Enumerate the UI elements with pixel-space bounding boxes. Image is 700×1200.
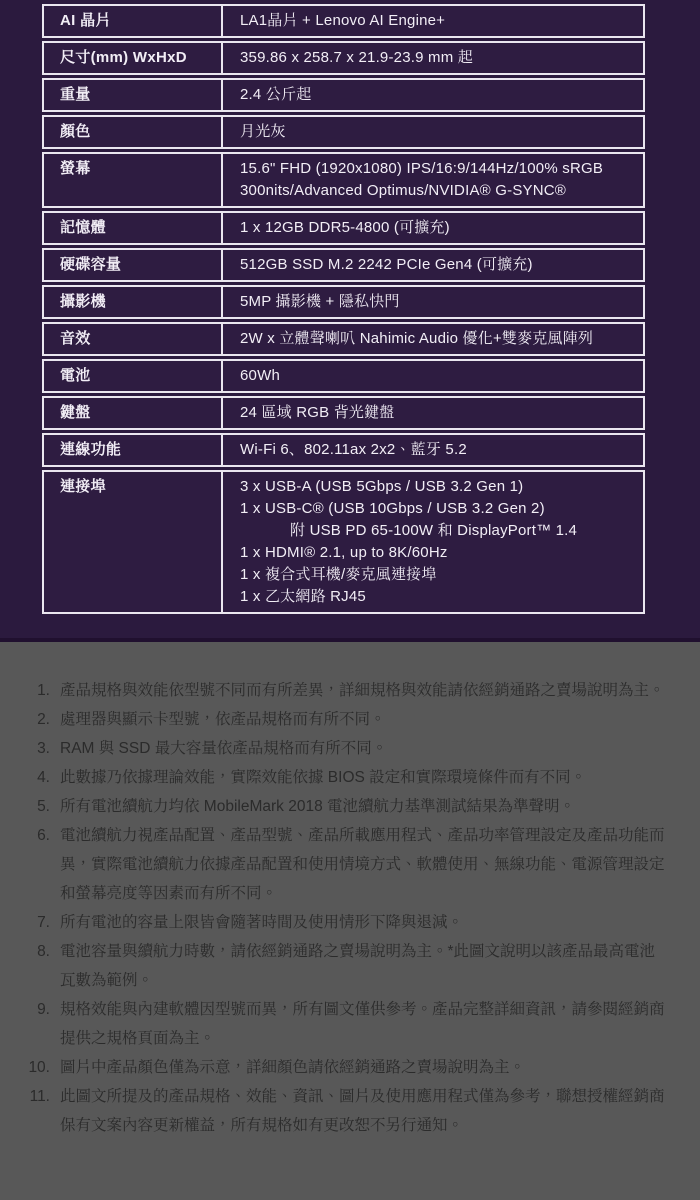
spec-label: 記憶體 [44,213,223,243]
note-number: 1. [37,682,50,699]
spec-value-line: 1 x 12GB DDR5-4800 (可擴充) [240,219,450,236]
spec-value-line: 60Wh [240,367,280,384]
spec-row [42,396,645,430]
note-text: 電池容量與續航力時數，請依經銷通路之賣場說明為主。*此圖文說明以該產品最高電池瓦數為範例。 [60,943,656,989]
disclaimer-panel [0,642,700,1200]
spec-row [42,285,645,319]
spec-row [42,359,645,393]
note-number: 5. [37,798,50,815]
note-number: 10. [28,1059,50,1076]
spec-value [223,154,643,206]
note-item [28,908,670,937]
spec-label: 鍵盤 [44,398,223,428]
spec-value-line: 512GB SSD M.2 2242 PCIe Gen4 (可擴充) [240,256,533,273]
spec-label: 尺寸(mm) WxHxD [44,43,223,73]
note-number: 6. [37,827,50,844]
note-text: RAM 與 SSD 最大容量依產品規格而有所不同。 [60,740,388,757]
note-text: 所有電池續航力均依 MobileMark 2018 電池續航力基準測試結果為準聲明。 [60,798,576,815]
spec-label: 電池 [44,361,223,391]
spec-value-line: Wi-Fi 6、802.11ax 2x2、藍牙 5.2 [240,441,467,458]
spec-value [223,398,643,428]
spec-value-line: 3 x USB-A (USB 5Gbps / USB 3.2 Gen 1) [240,478,524,495]
note-item [28,763,670,792]
note-text: 電池續航力視產品配置、產品型號、產品所載應用程式、產品功率管理設定及產品功能而異，實際電池續航力依據產品配置和使用情境方式、軟體使用、無線功能、電源管理設定和螢幕亮度等因素而有所不同。 [60,827,665,902]
spec-row [42,470,645,614]
spec-label: 連接埠 [44,472,223,612]
spec-value-line: 2W x 立體聲喇叭 Nahimic Audio 優化+雙麥克風陣列 [240,330,594,347]
note-text: 此數據乃依據理論效能，實際效能依據 BIOS 設定和實際環境條件而有不同。 [60,769,587,786]
spec-value [223,435,643,465]
spec-row [42,115,645,149]
note-text: 處理器與顯示卡型號，依產品規格而有所不同。 [60,711,386,728]
note-item [28,792,670,821]
note-item [28,1082,670,1140]
spec-row [42,41,645,75]
spec-label: 音效 [44,324,223,354]
spec-value-line: 359.86 x 258.7 x 21.9-23.9 mm 起 [240,49,473,66]
spec-label: 螢幕 [44,154,223,206]
spec-value [223,324,643,354]
spec-value [223,250,643,280]
spec-value [223,361,643,391]
spec-value-line: 15.6" FHD (1920x1080) IPS/16:9/144Hz/100% sRGB [240,160,604,177]
notes-list [28,676,670,1140]
spec-value [223,117,643,147]
note-number: 2. [37,711,50,728]
spec-value-line: 1 x HDMI® 2.1, up to 8K/60Hz [240,544,448,561]
note-item [28,937,670,995]
spec-value-line: 附 USB PD 65-100W 和 DisplayPort™ 1.4 [290,522,578,539]
spec-label: 攝影機 [44,287,223,317]
spec-label: 重量 [44,80,223,110]
note-item [28,995,670,1053]
spec-value-line: 月光灰 [240,123,286,140]
note-item [28,705,670,734]
note-item [28,821,670,908]
spec-value-line: 1 x USB-C® (USB 10Gbps / USB 3.2 Gen 2) [240,500,545,517]
note-item [28,1053,670,1082]
spec-table [42,4,645,614]
spec-value [223,213,643,243]
spec-value-line: 2.4 公斤起 [240,86,312,103]
note-text: 所有電池的容量上限皆會隨著時間及使用情形下降與退減。 [60,914,464,931]
note-number: 7. [37,914,50,931]
note-number: 9. [37,1001,50,1018]
spec-value [223,6,643,36]
note-number: 4. [37,769,50,786]
spec-row [42,433,645,467]
spec-row [42,322,645,356]
spec-row [42,211,645,245]
spec-value-line: 1 x 複合式耳機/麥克風連接埠 [240,566,437,583]
spec-value [223,287,643,317]
spec-value-line: 5MP 攝影機 + 隱私快門 [240,293,400,310]
note-text: 產品規格與效能依型號不同而有所差異，詳細規格與效能請依經銷通路之賣場說明為主。 [60,682,665,699]
spec-value [223,80,643,110]
spec-row [42,78,645,112]
spec-value-line: 300nits/Advanced Optimus/NVIDIA® G-SYNC® [240,182,567,199]
spec-value [223,43,643,73]
spec-value-line: 1 x 乙太網路 RJ45 [240,588,366,605]
spec-value [223,472,643,612]
spec-row [42,248,645,282]
note-number: 11. [29,1088,50,1105]
spec-value-line: LA1晶片 + Lenovo AI Engine+ [240,12,446,29]
note-number: 8. [37,943,50,960]
spec-label: 顏色 [44,117,223,147]
note-number: 3. [37,740,50,757]
note-text: 圖片中產品顏色僅為示意，詳細顏色請依經銷通路之賣場說明為主。 [60,1059,526,1076]
spec-row [42,152,645,208]
spec-label: 連線功能 [44,435,223,465]
note-text: 規格效能與內建軟體因型號而異，所有圖文僅供參考。產品完整詳細資訊，請參閱經銷商提供之規格頁面為主。 [60,1001,665,1047]
spec-value-line: 24 區域 RGB 背光鍵盤 [240,404,395,421]
note-item [28,676,670,705]
spec-label: 硬碟容量 [44,250,223,280]
note-text: 此圖文所提及的產品規格、效能、資訊、圖片及使用應用程式僅為參考，聯想授權經銷商保有文案內容更新權益，所有規格如有更改恕不另行通知。 [60,1088,665,1134]
spec-label: AI 晶片 [44,6,223,36]
note-item [28,734,670,763]
spec-row [42,4,645,38]
